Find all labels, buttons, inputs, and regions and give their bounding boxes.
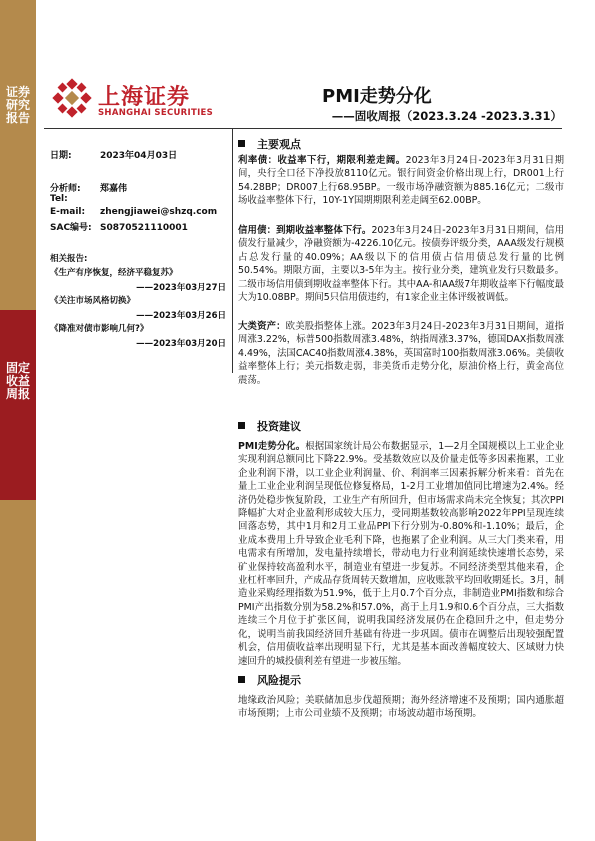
invest-paragraph [238, 440, 564, 668]
section-title: 风险提示 [257, 674, 301, 687]
analyst-name: 郑嘉伟 [100, 184, 128, 194]
tel-label: Tel: [50, 194, 68, 204]
date-label: 日期: [50, 151, 72, 161]
invest-lead: PMI走势分化。 [238, 441, 306, 452]
sac-label: SAC编号: [50, 223, 92, 233]
analyst-label: 分析师: [50, 184, 81, 194]
related-report-title[interactable]: 《关注市场风格切换》 [50, 296, 136, 306]
invest-body: 根据国家统计局公布数据显示，1—2月全国规模以上工业企业实现利润总额同比下降22.9%。受基数效应以及价量走低等多因素拖累，工业企业利润下滑，以工业企业利润量、价、利润率三因素拆解分析来看：首先在量上工业企业利润呈现低位修复格局，1-2月工业增加值同比增速为2.4%。经济仍处稳步恢复阶段，工业生产有所回升，但市场需求尚未完全恢复；其次PPI降幅扩大对企业盈利形成较大压力，受同期基数较高影响2022年PPI呈现连续回落态势，其中1月和2月工业品PPI下行分别为-0.80%和-1.10%；最后，企业成本费用上升导致企业毛利下降，也拖累了企业利润。从三大门类来看，用电需求有所增加，发电量持续增长，带动电力行业利润延续快速增长态势，采矿业保持较高盈利水平，制造业有望进一步复苏。不同经济类型其他来看，企业杠杆率回升，产成品存货周转天数增加，应收账款平均回收期延长。3月，制造业采购经理指数为51.9%，低于上月0.7个百分点，非制造业PMI指数和综合PMI产出指数分别为58.2%和57.0%，高于上月1.9和0.6个百分点，三大指数连续三个月位于扩张区间，说明我国经济发展仍在企稳回升之中，但走势分化，说明当前我国经济回升基础有待进一步巩固。债市在调整后出现较强配置机会，信用债收益率出现明显下行，尤其是基本面改善幅度较大、区域财力快速回升的城投债利差有望进一步被压缩。 [238, 441, 564, 667]
analyst [50, 181, 127, 194]
company-logo-icon [52, 78, 92, 118]
square-bullet-icon [238, 422, 245, 429]
sidebar-band-highlight [0, 310, 36, 500]
section-title: 投资建议 [257, 420, 301, 433]
logo-chinese-name: 上海证券 [98, 85, 191, 110]
related-report-item[interactable] [50, 322, 226, 349]
assets-lead: 大类资产： [238, 321, 286, 332]
email-label: E-mail: [50, 207, 86, 217]
sac-value: S0870521110001 [100, 223, 188, 233]
telephone [50, 194, 100, 204]
header-divider [44, 128, 562, 129]
credit-paragraph [238, 224, 564, 304]
risk-paragraph: 地缘政治风险；美联储加息步伐超预期；海外经济增速不及预期；国内通胀超市场预期；上市公司业绩不及预期；市场波动超市场预期。 [238, 695, 564, 720]
assets-paragraph [238, 320, 564, 387]
assets-body: 欧美股指整体上涨。2023年3月24日-2023年3月31日期间，道指周涨3.22%，标普500指数周涨3.48%，纳指周涨3.37%，德国DAX指数周涨4.49%，法国CAC40指数周涨4.38%，英国富时100指数周涨3.06%。美债收益率整体上行；美元指数走弱，非美货币走势分化，原油价格上行，黄金高位震荡。 [238, 321, 565, 386]
related-reports-heading: 相关报告: [50, 254, 88, 264]
rates-body: 2023年3月24日-2023年3月31日期间，央行全口径下净投放8110亿元。银行间资金价格出现上行，DR001上行54.28BP；DR007上行68.95BP。一级市场净融资额为885.16亿元；二级市场收益率整体下行，10Y-1Y国期期限利差走阔至62.00BP。 [238, 155, 564, 207]
square-bullet-icon [238, 140, 245, 147]
credit-body: 2023年3月24日-2023年3月31日期间，信用债发行量减少，净融资额为-4226.10亿元。按债券评级分类，AAA级发行规模占总发行量的40.09%；AA级以下的信用债占信用债总发行量的比例50.54%。期限方面，主要以3-5年为主。按行业分类，建筑业发行只数最多。二级市场信用债到期收益率整体下行。其中AA-和AA级7年期收益率下行幅度最大为10.08BP。期间5只信用债违约，有1家企业主体评级被调低。 [238, 225, 564, 304]
section-title: 主要观点 [257, 138, 301, 151]
credit-lead: 信用债：到期收益率整体下行。 [238, 225, 372, 236]
report-category-label: 固定收益周报 [6, 361, 31, 401]
email [50, 207, 217, 217]
rates-lead: 利率债：收益率下行，期限利差走阔。 [238, 155, 406, 166]
related-report-title[interactable]: 《降准对债市影响几何?》 [50, 324, 149, 334]
email-value[interactable]: zhengjiawei@shzq.com [100, 207, 218, 217]
related-report-title[interactable]: 《生产有序恢复，经济平稳复苏》 [50, 268, 178, 278]
date-value: 2023年04月03日 [100, 151, 178, 161]
section-heading-risk [238, 672, 301, 688]
report-type-label: 证券研究报告 [6, 85, 31, 125]
related-report-date: ——2023年03月27日 [136, 283, 226, 293]
report-date [50, 148, 177, 161]
section-heading-invest [238, 418, 301, 434]
page-title: PMI走势分化 [322, 86, 432, 107]
section-heading-views [238, 136, 301, 152]
sac-number [50, 220, 188, 233]
related-report-item[interactable] [50, 294, 226, 321]
square-bullet-icon [238, 676, 245, 683]
rates-paragraph [238, 154, 564, 208]
related-report-item[interactable] [50, 266, 226, 293]
related-report-date: ——2023年03月26日 [136, 311, 226, 321]
page-subtitle: ——固收周报（2023.3.24 -2023.3.31） [331, 109, 562, 123]
logo-english-name: SHANGHAI SECURITIES [98, 108, 214, 118]
column-divider [232, 129, 233, 373]
related-report-date: ——2023年03月20日 [136, 339, 226, 349]
